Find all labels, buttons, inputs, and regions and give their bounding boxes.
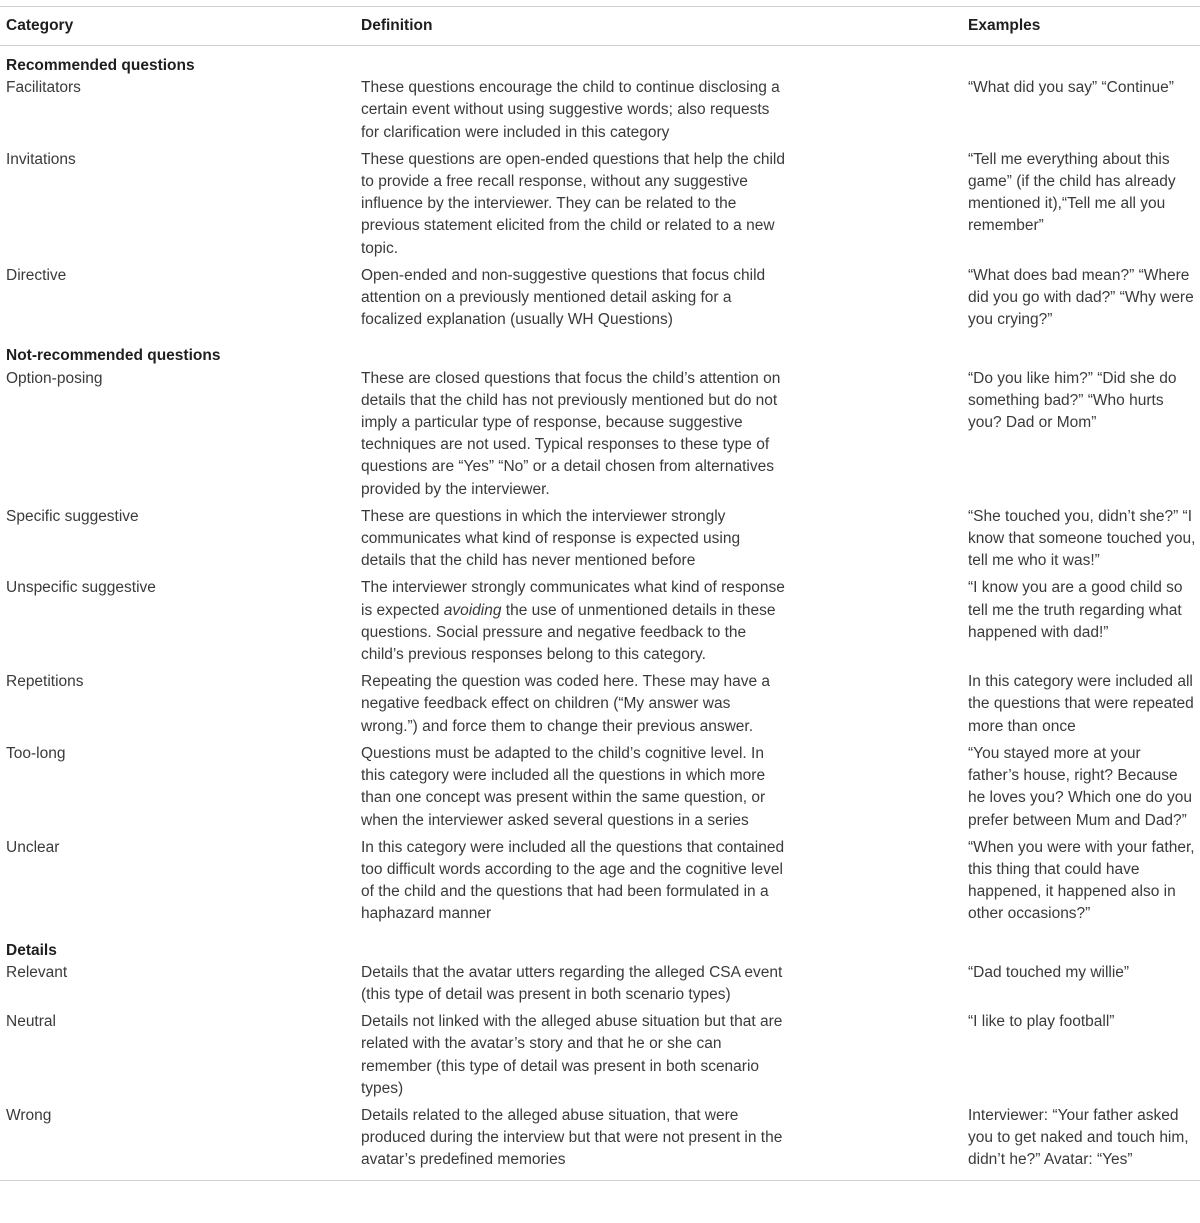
definition-cell: Details related to the alleged abuse situation, that were produced during the interview but that were not present in the avatar’s predefined memories [361,1106,783,1169]
table-row [0,265,1200,337]
category-cell: Unclear [6,838,60,856]
section-header-row [0,46,1200,78]
definition-text: The interviewer strongly communicates what kind of response is expected [361,579,785,619]
definition-cell: These are questions in which the interviewer strongly communicates what kind of response is expected using details that the child has never mentioned before [361,507,741,570]
examples-cell: “I know you are a good child so tell me the truth regarding what happened with dad!” [968,579,1183,641]
category-cell: Repetitions [6,673,84,691]
definition-cell: In this category were included all the questions that contained too difficult words according to the age and the cognitive level of the child and the questions that had been formulated in a haphazard manner [361,838,785,923]
category-cell: Facilitators [6,79,81,97]
section-header-row [0,931,1200,962]
table-row [0,368,1200,506]
definition-cell: Details not linked with the alleged abuse situation but that are related with the avatar’s story and that he or she can remember (this type of detail was present in both scenario types) [361,1013,783,1097]
category-cell: Unspecific suggestive [6,579,156,597]
category-cell: Wrong [6,1106,52,1124]
section-title: Recommended questions [6,57,195,74]
examples-cell: “I like to play football” [968,1013,1115,1031]
category-cell: Option-posing [6,369,103,387]
table-bottom-rule [0,1180,1200,1182]
category-cell: Invitations [6,150,76,168]
examples-cell: “What does bad mean?” “Where did you go with dad?” “Why were you crying?” [968,266,1194,329]
definition-cell: These questions encourage the child to continue disclosing a certain event without using suggestive words; also requests for clarification were included in this category [361,79,780,141]
header-examples: Examples [967,7,1200,46]
definition-text: the use of unmentioned details in these questions. Social pressure and negative feedback to the child’s previous responses belong to this category. [361,601,776,664]
table-row [0,1105,1200,1180]
examples-cell: “What did you say” “Continue” [968,79,1174,97]
definition-cell: Repeating the question was coded here. These may have a negative feedback effect on children (“My answer was wrong.”) and force them to change their previous answer. [361,673,771,735]
definition-emphasis: avoiding [443,601,502,619]
examples-cell: “You stayed more at your father’s house, right? Because he loves you? Which one do you prefer between Mum and Dad?” [968,744,1193,829]
table-row [0,577,1200,671]
definition-cell [360,577,967,671]
section-header-row [0,336,1200,367]
definition-cell: Details that the avatar utters regarding the alleged CSA event (this type of detail was present in both scenario types) [361,963,783,1003]
examples-cell: “Tell me everything about this game” (if the child has already mentioned it),“Tell me all you remember” [968,150,1176,235]
examples-cell: “Do you like him?” “Did she do something bad?” “Who hurts you? Dad or Mom” [968,369,1177,432]
category-cell: Too-long [6,744,66,762]
section-title: Details [6,941,57,959]
examples-cell: “Dad touched my willie” [968,963,1130,981]
section-title: Not-recommended questions [6,347,221,365]
question-categories-table [0,6,1200,1182]
category-cell: Relevant [6,963,68,981]
definition-cell: These questions are open-ended questions that help the child to provide a free recall response, without any suggestive influence by the interviewer. They can be related to the previous statement elicited from the child or related to a new topic. [361,150,785,257]
definition-cell: These are closed questions that focus the child’s attention on details that the child has not previously mentioned but do not imply a particular type of response, because suggestive techniques are not used. Typical responses to these type of questions are “Yes” “No” or a detail chosen from alternatives provided by the interviewer. [361,369,781,498]
table-row [0,77,1200,149]
category-cell: Neutral [6,1013,56,1031]
examples-cell: “She touched you, didn’t she?” “I know that someone touched you, tell me who it was!” [968,507,1196,570]
table-row [0,743,1200,837]
header-category: Category [0,7,360,46]
bottom-rule [0,1180,1200,1182]
examples-cell: In this category were included all the questions that were repeated more than once [968,673,1194,735]
table-row [0,837,1200,931]
table-header-row [0,7,1200,46]
table-row [0,962,1200,1011]
table-row [0,1011,1200,1105]
category-cell: Directive [6,266,67,284]
category-cell: Specific suggestive [6,507,139,525]
definition-cell: Open-ended and non-suggestive questions that focus child attention on a previously mentioned detail asking for a focalized explanation (usually WH Questions) [361,266,766,329]
table-row [0,671,1200,743]
table-row [0,506,1200,578]
examples-cell: “When you were with your father, this thing that could have happened, it happened also in other occasions?” [968,838,1195,923]
table-row [0,149,1200,265]
examples-cell: Interviewer: “Your father asked you to get naked and touch him, didn’t he?” Avatar: “Yes” [968,1106,1189,1169]
definition-cell: Questions must be adapted to the child’s cognitive level. In this category were included all the questions in which more than one concept was present within the same question, or when the interviewer asked several questions in a series [361,744,766,829]
header-definition: Definition [360,7,967,46]
